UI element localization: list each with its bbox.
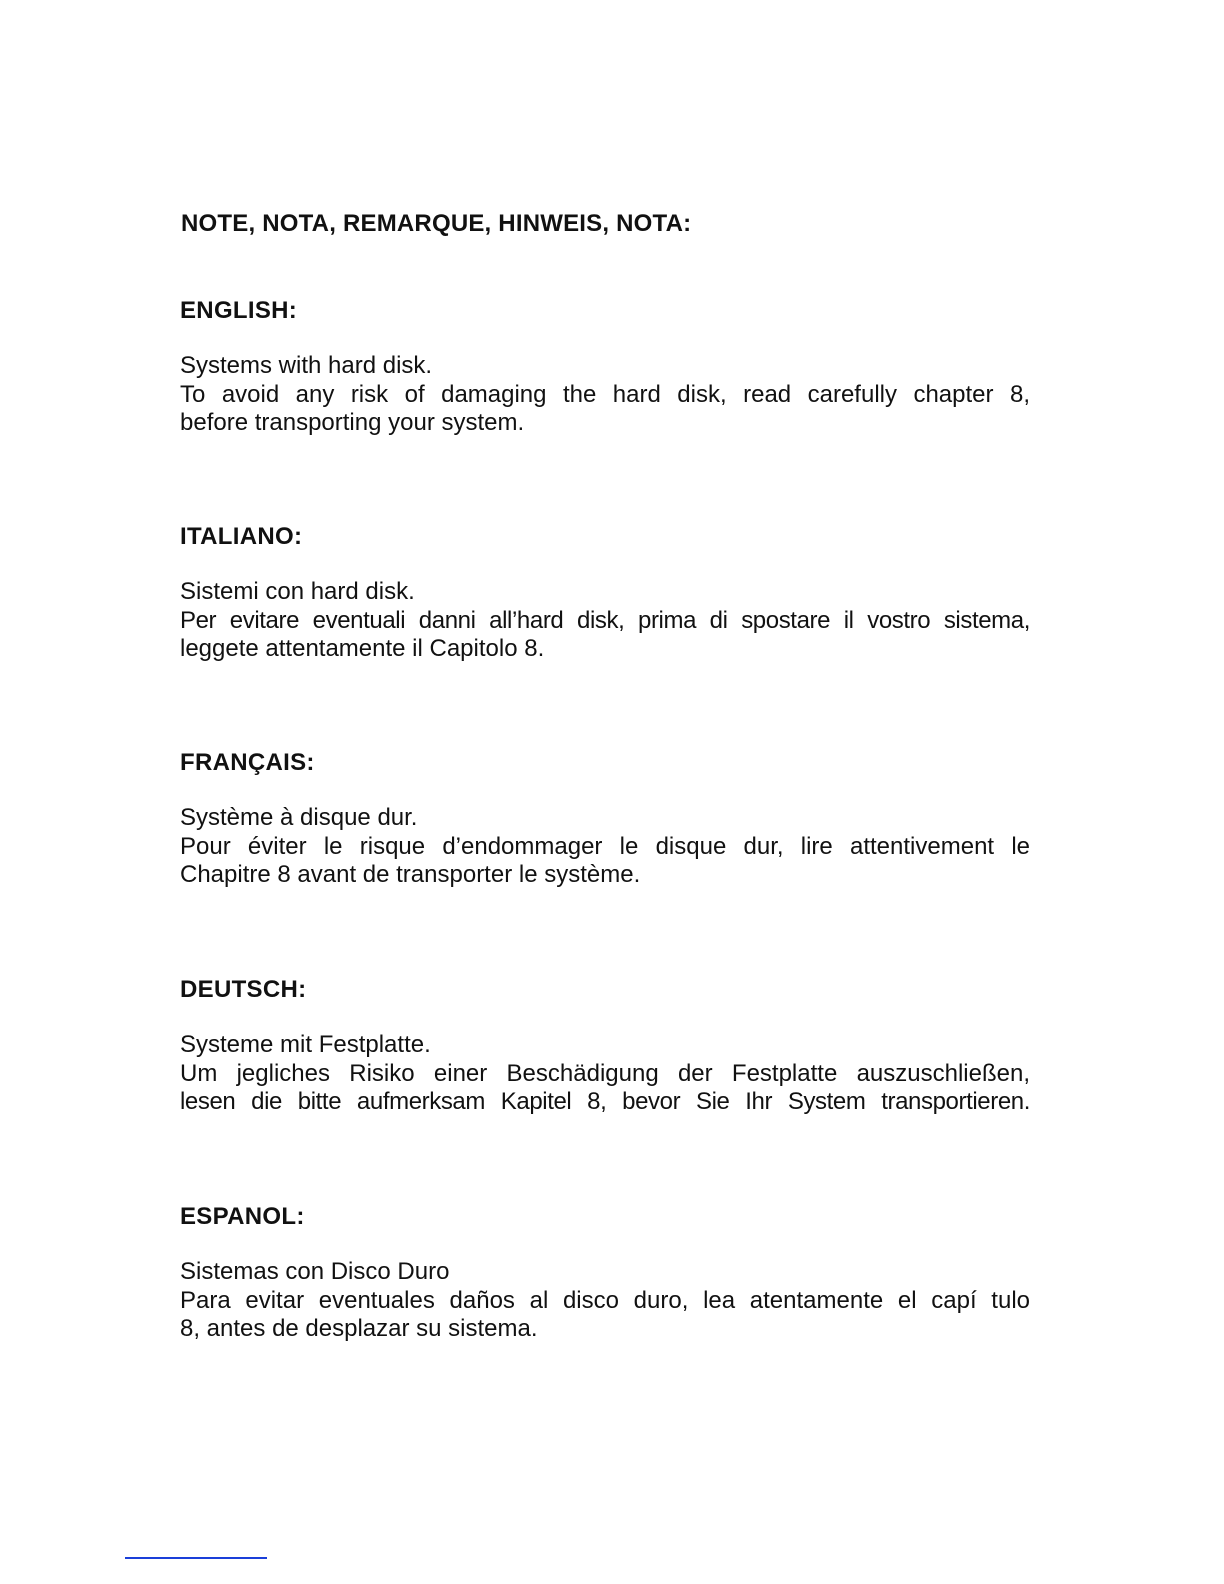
section-body-deutsch <box>180 1031 1030 1117</box>
body-line: Um jegliches Risiko einer Beschädigung der Festplatte auszuschließen, <box>180 1059 1030 1087</box>
section-body-italiano <box>180 578 1030 664</box>
body-line: 8, antes de desplazar su sistema. <box>180 1315 538 1342</box>
body-line: Per evitare eventuali danni all’hard disk, prima di spostare il vostro sistema, <box>180 606 1030 634</box>
page-title: NOTE, NOTA, REMARQUE, HINWEIS, NOTA: <box>181 210 692 237</box>
section-espanol <box>180 1202 1030 1344</box>
body-line: lesen die bitte aufmerksam Kapitel 8, bevor Sie Ihr System transportieren. <box>180 1088 1030 1115</box>
bottom-divider <box>125 1557 267 1559</box>
body-line: Para evitar eventuales daños al disco duro, lea atentamente el capí tulo <box>180 1286 1030 1314</box>
body-line: Chapitre 8 avant de transporter le système. <box>180 861 641 888</box>
body-line: Systeme mit Festplatte. <box>180 1031 431 1058</box>
section-body-espanol <box>180 1258 1030 1344</box>
section-heading-francais: FRANÇAIS: <box>180 749 315 776</box>
section-body-english <box>180 352 1030 438</box>
body-line: Sistemas con Disco Duro <box>180 1258 450 1285</box>
body-line: leggete attentamente il Capitolo 8. <box>180 635 545 662</box>
section-heading-deutsch: DEUTSCH: <box>180 976 307 1003</box>
section-deutsch <box>180 975 1030 1117</box>
section-heading-espanol: ESPANOL: <box>180 1203 305 1230</box>
section-heading-english: ENGLISH: <box>180 297 298 324</box>
section-english <box>180 296 1030 438</box>
body-line: Systems with hard disk. <box>180 352 433 379</box>
section-heading-italiano: ITALIANO: <box>180 523 303 550</box>
section-francais <box>180 748 1030 890</box>
body-line: Système à disque dur. <box>180 804 418 831</box>
body-line: Sistemi con hard disk. <box>180 578 415 605</box>
body-line: Pour éviter le risque d’endommager le disque dur, lire attentivement le <box>180 832 1030 860</box>
section-body-francais <box>180 804 1030 890</box>
section-italiano <box>180 522 1030 664</box>
body-line: before transporting your system. <box>180 409 525 436</box>
body-line: To avoid any risk of damaging the hard disk, read carefully chapter 8, <box>180 380 1030 408</box>
